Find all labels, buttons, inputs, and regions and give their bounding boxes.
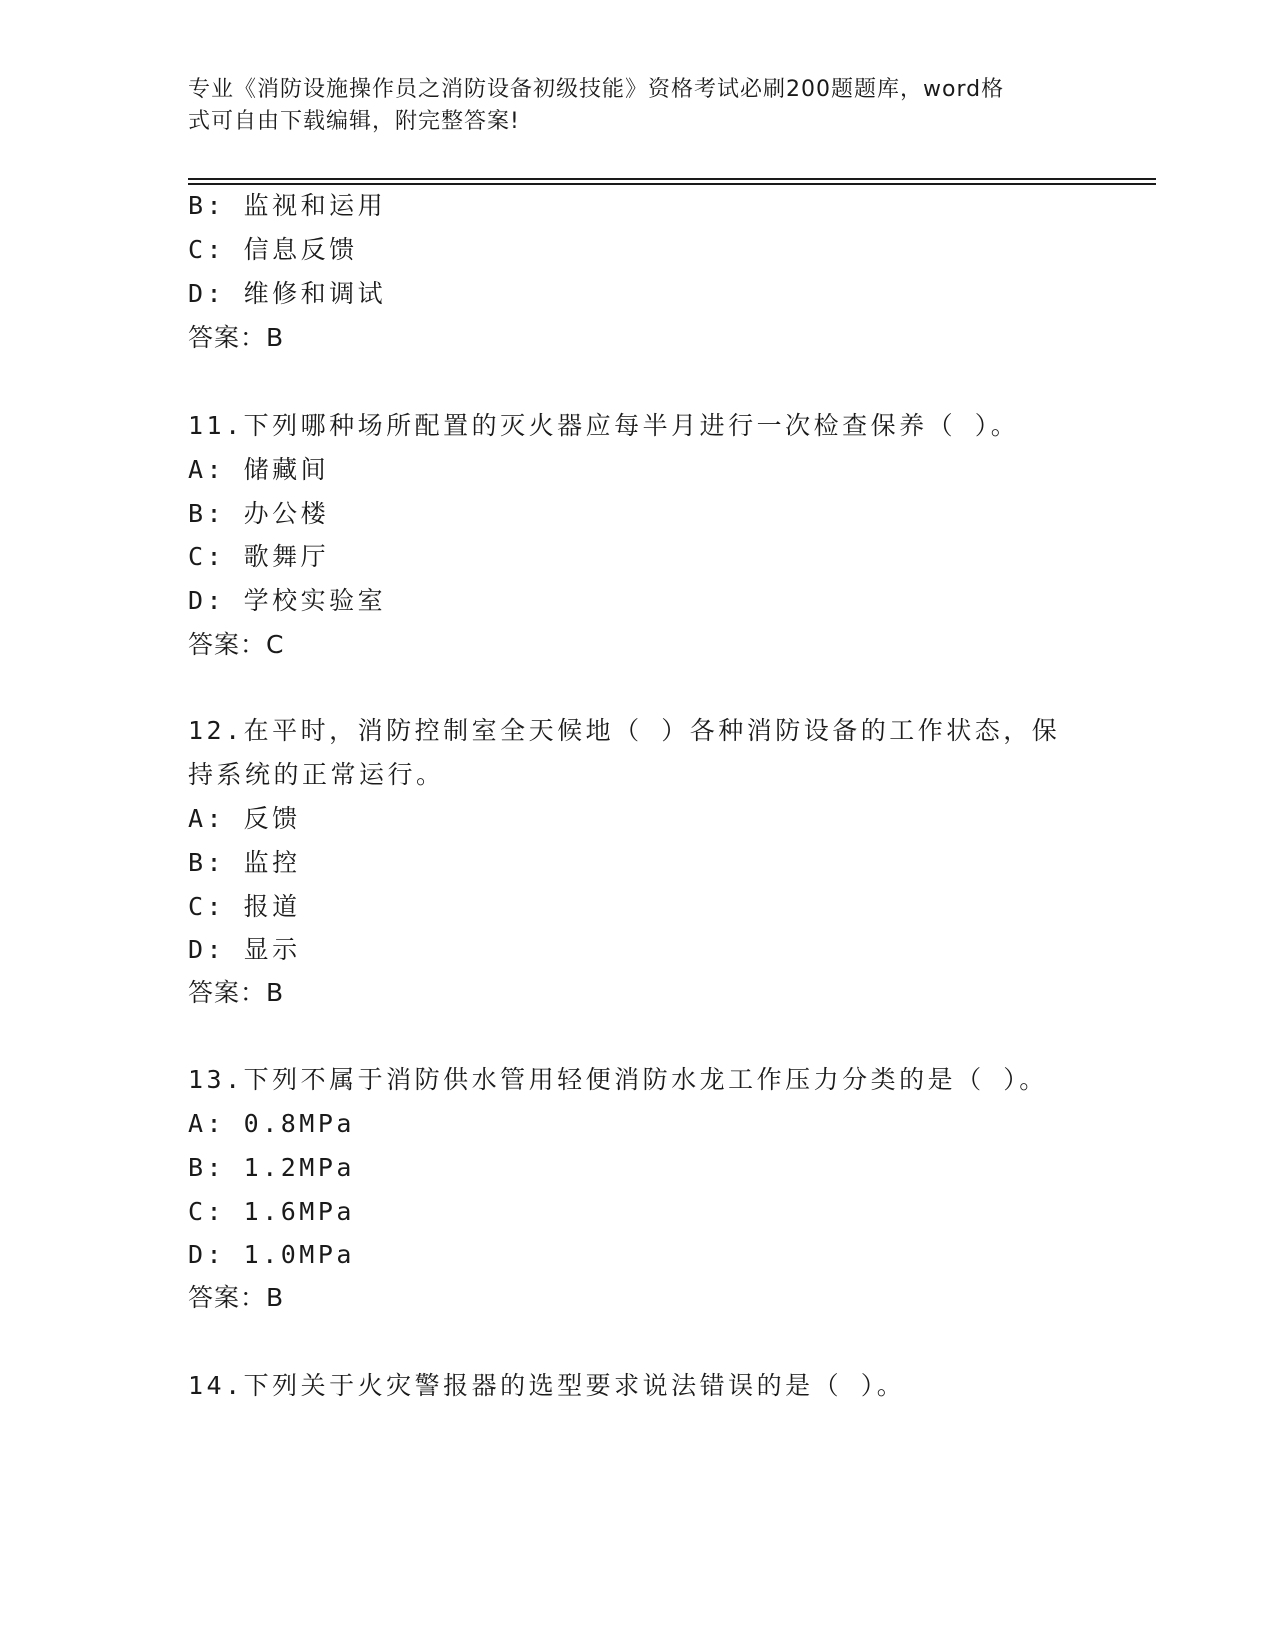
q10-option-c: C: 信息反馈: [188, 235, 358, 264]
header-line-2: 式可自由下载编辑，附完整答案!: [188, 109, 520, 134]
q12-stem-line-2: 持系统的正常运行。: [188, 760, 445, 789]
q14-stem: 14.下列关于火灾警报器的选型要求说法错误的是（ ）。: [188, 1371, 906, 1400]
q13-option-a: A: 0.8MPa: [188, 1109, 355, 1138]
q11-option-d: D: 学校实验室: [188, 586, 387, 615]
q12-option-a: A: 反馈: [188, 804, 301, 833]
q11-option-a: A: 储藏间: [188, 455, 330, 484]
q10-option-b: B: 监视和运用: [188, 191, 387, 220]
q11-answer: 答案：C: [188, 630, 285, 659]
q11-option-b: B: 办公楼: [188, 499, 330, 528]
q10-answer: 答案：B: [188, 323, 285, 352]
header-line-1: 专业《消防设施操作员之消防设备初级技能》资格考试必刷200题题库，word格: [188, 77, 1005, 102]
header-divider-bottom: [188, 183, 1156, 185]
q10-option-d: D: 维修和调试: [188, 279, 387, 308]
document-header: [188, 74, 1068, 138]
q12-option-c: C: 报道: [188, 892, 301, 921]
q12-answer: 答案：B: [188, 978, 285, 1007]
q13-option-d: D: 1.0MPa: [188, 1240, 355, 1269]
q12-option-d: D: 显示: [188, 935, 301, 964]
q12-option-b: B: 监控: [188, 848, 301, 877]
q12-stem-line-1: 12.在平时，消防控制室全天候地（ ）各种消防设备的工作状态，保: [188, 716, 1061, 745]
q13-option-c: C: 1.6MPa: [188, 1197, 355, 1226]
q13-option-b: B: 1.2MPa: [188, 1153, 355, 1182]
q11-option-c: C: 歌舞厅: [188, 542, 330, 571]
q13-stem: 13.下列不属于消防供水管用轻便消防水龙工作压力分类的是（ ）。: [188, 1065, 1048, 1094]
q13-answer: 答案：B: [188, 1283, 285, 1312]
q11-stem: 11.下列哪种场所配置的灭火器应每半月进行一次检查保养（ ）。: [188, 411, 1020, 440]
header-divider-top: [188, 178, 1156, 180]
